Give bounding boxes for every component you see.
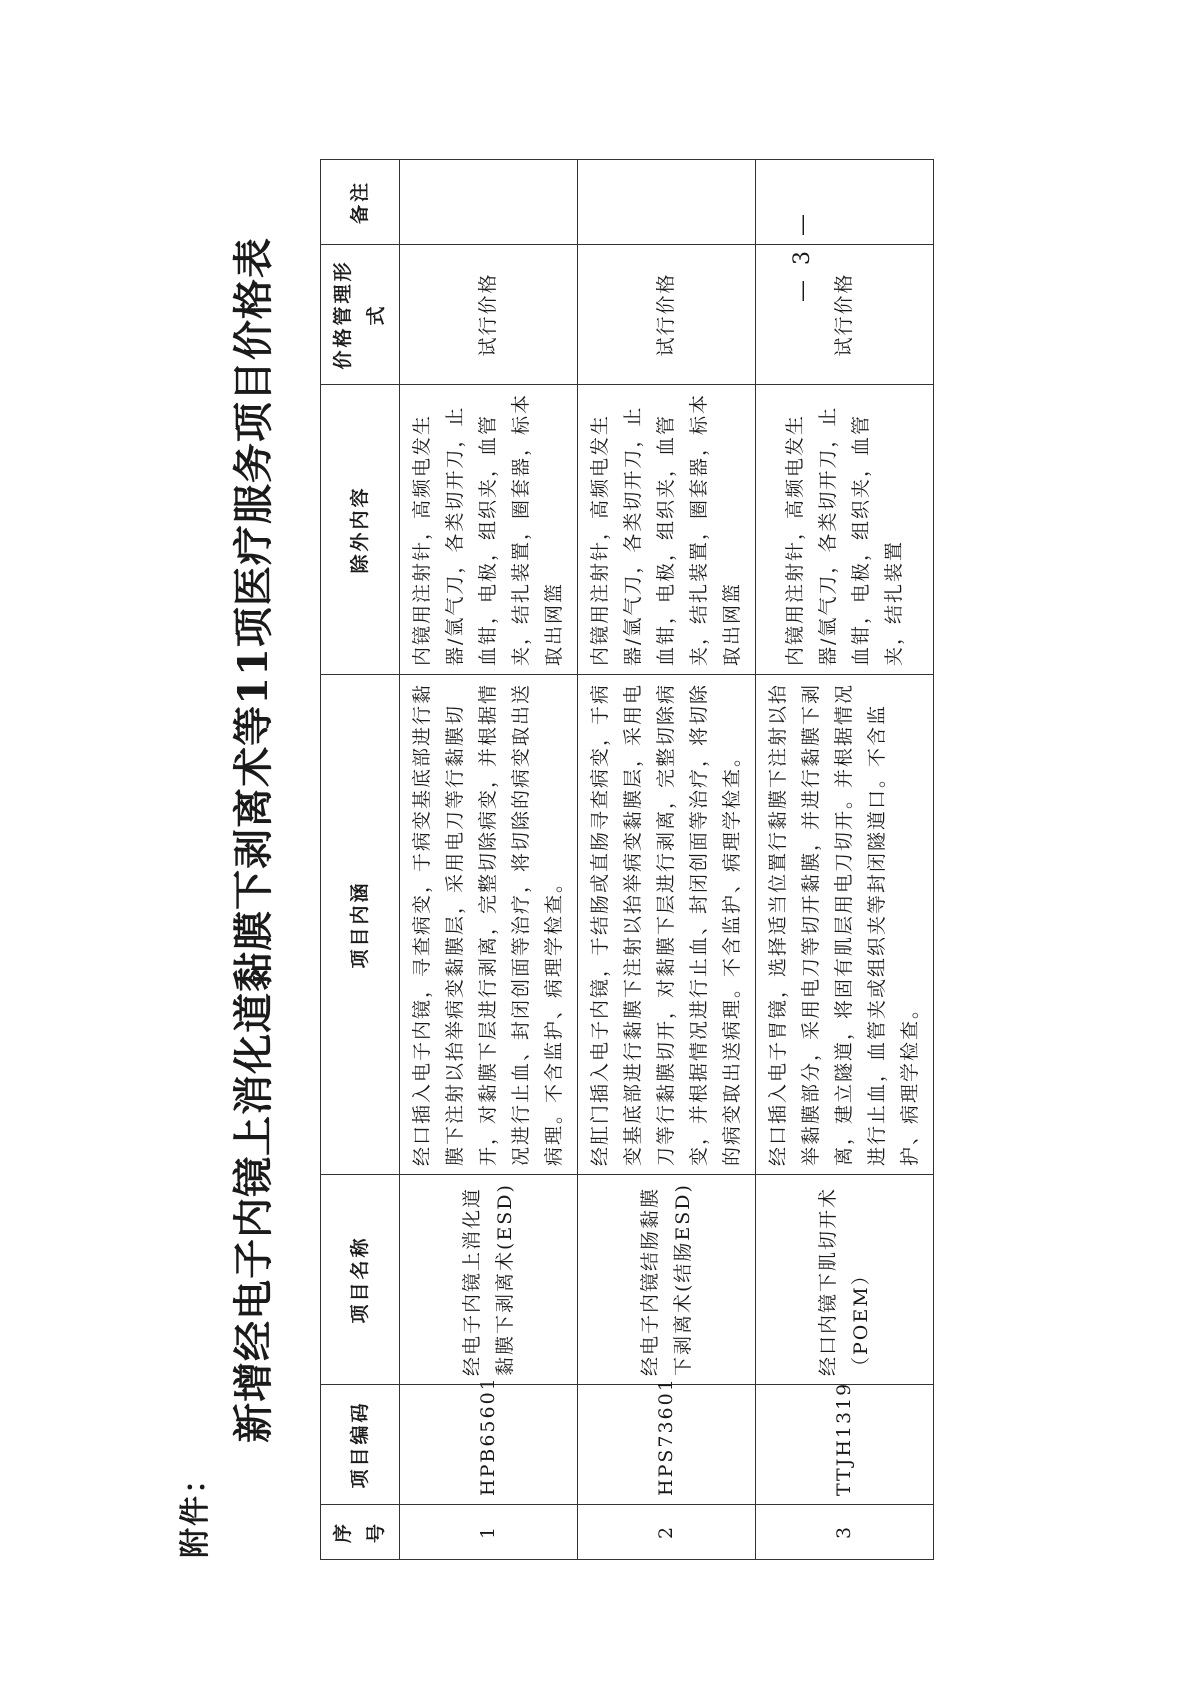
row-code: TTJH1319 [756,1385,934,1505]
row-name: 经口内镜下肌切开术（POEM） [756,1175,934,1385]
row-price-form: 试行价格 [400,245,578,385]
header-remarks: 备注 [321,160,400,245]
header-code: 项目编码 [321,1385,400,1505]
row-remarks [756,160,934,245]
table-row [756,160,934,1560]
row-exclusions: 内镜用注射针，高频电发生器/氩气刀，各类切开刀，止血钳，电极，组织夹，血管夹，结扎装置，圈套器，标本取出网篮 [578,385,756,675]
row-seq: 2 [578,1505,756,1560]
row-exclusions: 内镜用注射针，高频电发生器/氩气刀，各类切开刀，止血钳，电极，组织夹，血管夹，结扎装置，圈套器，标本取出网篮 [400,385,578,675]
header-exclusions: 除外内容 [321,385,400,675]
header-seq: 序号 [321,1505,400,1560]
row-seq: 3 [756,1505,934,1560]
row-remarks [578,160,756,245]
row-exclusions: 内镜用注射针，高频电发生器/氩气刀，各类切开刀，止血钳，电极，组织夹，血管夹，结扎装置 [756,385,934,675]
row-connotation: 经肛门插入电子内镜，于结肠或直肠寻查病变，于病变基底部进行黏膜下注射以抬举病变黏膜层，采用电刀等行黏膜切开，对黏膜下层进行剥离，完整切除病变，并根据情况进行止血、封闭创面等治疗，将切除的病变取出送病理。不含监护、病理学检查。 [578,675,756,1175]
row-code: HPB65601 [400,1385,578,1505]
header-connotation: 项目内涵 [321,675,400,1175]
attachment-label: 附件： [178,1462,213,1558]
row-name: 经电子内镜结肠黏膜下剥离术(结肠ESD) [578,1175,756,1385]
table-row [578,160,756,1560]
page-number: — 3 — [790,210,815,302]
header-price-form: 价格管理形式 [321,245,400,385]
rotated-page-content [150,70,921,1570]
row-name: 经电子内镜上消化道黏膜下剥离术(ESD) [400,1175,578,1385]
row-connotation: 经口插入电子胃镜，选择适当位置行黏膜下注射以抬举黏膜部分，采用电刀等切开黏膜，并进行黏膜下剥离，建立隧道，将固有肌层用电刀切开。并根据情况进行止血，血管夹或组织夹等封闭隧道口。不含监护、病理学检查。 [756,675,934,1175]
row-seq: 1 [400,1505,578,1560]
price-table [320,159,934,1560]
row-connotation: 经口插入电子内镜，寻查病变，于病变基底部进行黏膜下注射以抬举病变黏膜层，采用电刀等行黏膜切开，对黏膜下层进行剥离，完整切除病变，并根据情况进行止血、封闭创面等治疗，将切除的病变取出送病理。不含监护、病理学检查。 [400,675,578,1175]
row-code: HPS73601 [578,1385,756,1505]
row-price-form: 试行价格 [578,245,756,385]
row-remarks [400,160,578,245]
document-title: 新增经电子内镜上消化道黏膜下剥离术等11项医疗服务项目价格表 [230,237,277,1443]
header-name: 项目名称 [321,1175,400,1385]
table-header-row [321,160,400,1560]
table-row [400,160,578,1560]
row-price-form: 试行价格 [756,245,934,385]
